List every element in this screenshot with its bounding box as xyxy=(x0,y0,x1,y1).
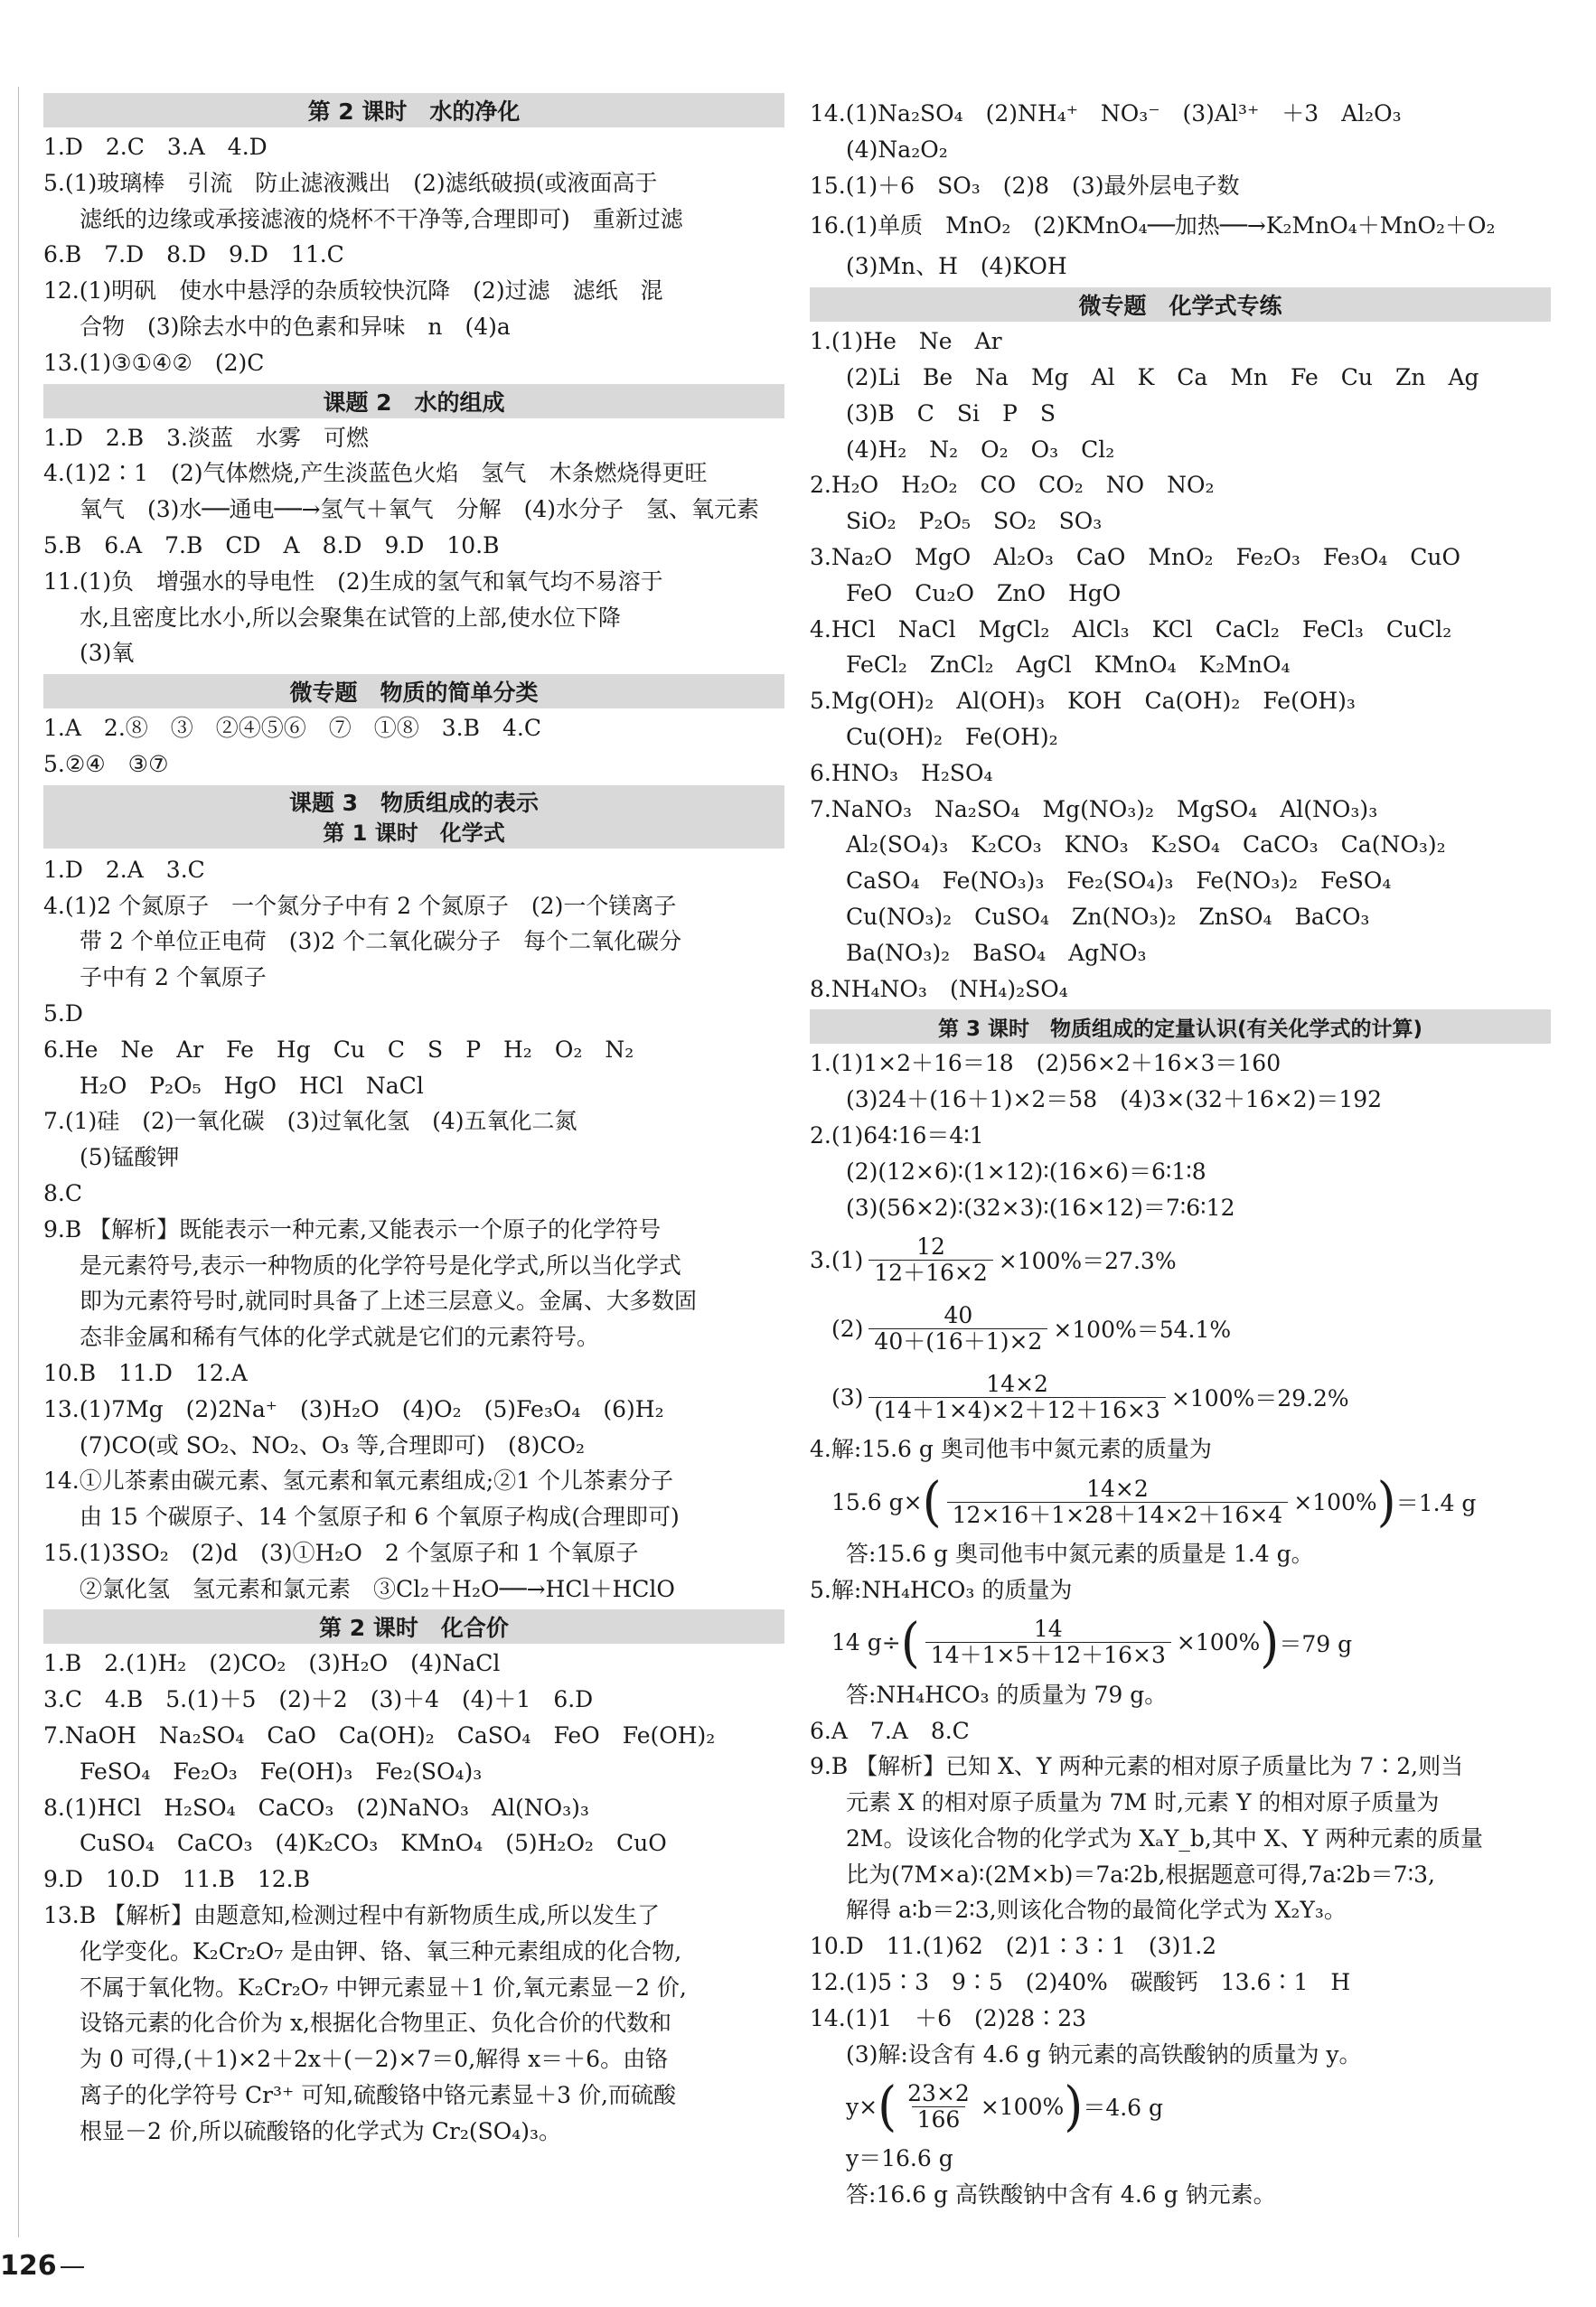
fraction xyxy=(868,1372,1165,1423)
answers-formula-practice xyxy=(810,324,1551,1007)
fraction-numerator: 12 xyxy=(916,1233,945,1260)
answer-line: Cu(NO₃)₂ CuSO₄ Zn(NO₃)₂ ZnSO₄ BaCO₃ xyxy=(846,903,1370,930)
answer-line: 即为元素符号时,就同时具备了上述三层意义。金属、大多数固 xyxy=(80,1288,697,1315)
answer-line: 8.C xyxy=(43,1179,82,1206)
answer-line: Al₂(SO₄)₃ K₂CO₃ KNO₃ K₂SO₄ CaCO₃ Ca(NO₃)₂ xyxy=(846,831,1446,858)
formula-result: ×100%＝54.1% xyxy=(1053,1317,1232,1344)
answer-line: 态非金属和稀有气体的化学式就是它们的元素符号。 xyxy=(80,1324,600,1351)
answer-line: 为 0 可得,(＋1)×2＋2x＋(－2)×7＝0,解得 x＝＋6。由铬 xyxy=(80,2046,669,2073)
answer-line: (2)(12×6)∶(1×12)∶(16×6)＝6∶1∶8 xyxy=(846,1158,1206,1185)
page-margin-rule xyxy=(18,87,19,2237)
answer-line: 3.Na₂O MgO Al₂O₃ CaO MnO₂ Fe₂O₃ Fe₃O₄ CuO xyxy=(810,543,1460,570)
left-column xyxy=(43,90,784,2150)
answer-line: Cu(OH)₂ Fe(OH)₂ xyxy=(846,723,1058,750)
answer-line: 答:15.6 g 奥司他韦中氮元素的质量是 1.4 g。 xyxy=(846,1541,1314,1568)
answer-line: 带 2 个单位正电荷 (3)2 个二氧化碳分子 每个二氧化碳分 xyxy=(80,928,682,955)
fraction xyxy=(868,1234,992,1286)
fraction-numerator: 14 xyxy=(1033,1616,1063,1643)
answer-line: 由 15 个碳原子、14 个氢原子和 6 个氧原子构成(合理即可) xyxy=(80,1504,680,1531)
answer-line: y＝16.6 g xyxy=(846,2145,953,2172)
formula-prefix: 3.(1) xyxy=(810,1246,864,1273)
formula-factor: ×100% xyxy=(1293,1488,1377,1515)
answer-line: 6.He Ne Ar Fe Hg Cu C S P H₂ O₂ N₂ xyxy=(43,1036,634,1063)
left-paren: ( xyxy=(900,1610,920,1674)
answer-line: 11.(1)负 增强水的导电性 (2)生成的氢气和氧气均不易溶于 xyxy=(43,567,663,595)
answer-line: 2.H₂O H₂O₂ CO CO₂ NO NO₂ xyxy=(810,472,1215,499)
answer-line: 离子的化学符号 Cr³⁺ 可知,硫酸铬中铬元素显＋3 价,而硫酸 xyxy=(80,2082,676,2109)
answer-line: 16.(1)单质 MnO₂ (2)KMnO₄──加热──→K₂MnO₄＋MnO₂＋O₂ xyxy=(810,212,1496,239)
right-paren: ) xyxy=(1260,1610,1280,1674)
answer-line: (3)Mn、H (4)KOH xyxy=(846,253,1067,280)
formula-result: ＝1.4 g xyxy=(1395,1490,1477,1517)
right-paren: ) xyxy=(1376,1469,1396,1533)
answer-line: 解得 a∶b＝2∶3,则该化合物的最简化学式为 X₂Y₃。 xyxy=(846,1897,1347,1924)
page-number-dash xyxy=(61,2266,84,2268)
answer-line: 1.A 2.⑧ ③ ②④⑤⑥ ⑦ ①⑧ 3.B 4.C xyxy=(43,715,541,742)
formula-result: ×100%＝29.2% xyxy=(1170,1385,1349,1412)
answer-line: FeSO₄ Fe₂O₃ Fe(OH)₃ Fe₂(SO₄)₃ xyxy=(80,1758,483,1785)
answer-line: 子中有 2 个氧原子 xyxy=(80,964,267,991)
answer-line: 6.B 7.D 8.D 9.D 11.C xyxy=(43,241,344,268)
answer-line: 滤纸的边缘或承接滤液的烧杯不干净等,合理即可) 重新过滤 xyxy=(80,205,683,232)
formula-factor: ×100% xyxy=(1176,1629,1261,1656)
answers-water-composition xyxy=(43,420,784,672)
answer-line: (2)Li Be Na Mg Al K Ca Mn Fe Cu Zn Ag xyxy=(846,363,1479,390)
answer-line: 1.B 2.(1)H₂ (2)CO₂ (3)H₂O (4)NaCl xyxy=(43,1650,501,1677)
answer-line: 2M。设该化合物的化学式为 XₐY_b,其中 X、Y 两种元素的质量 xyxy=(846,1824,1484,1852)
answer-line: 5.解:NH₄HCO₃ 的质量为 xyxy=(810,1576,1073,1603)
answer-line: 1.D 2.C 3.A 4.D xyxy=(43,134,268,160)
answer-line: 不属于氧化物。K₂Cr₂O₇ 中钾元素显＋1 价,氧元素显－2 价, xyxy=(80,1974,687,2001)
answer-line: 10.D 11.(1)62 (2)1∶3∶1 (3)1.2 xyxy=(810,1933,1217,1960)
fraction-denominator: 12＋16×2 xyxy=(868,1260,992,1286)
answer-line: 设铬元素的化合价为 x,根据化合物里正、负化合价的代数和 xyxy=(80,2010,671,2037)
answer-line: 6.HNO₃ H₂SO₄ xyxy=(810,759,993,786)
section-title-quantitative: 第 3 课时 物质组成的定量认识(有关化学式的计算) xyxy=(810,1009,1551,1044)
formula-result: ＝79 g xyxy=(1279,1630,1353,1657)
answer-line: 7.NaNO₃ Na₂SO₄ Mg(NO₃)₂ MgSO₄ Al(NO₃)₃ xyxy=(810,795,1378,822)
formula-result: ＝4.6 g xyxy=(1083,2095,1164,2122)
answer-line: 6.A 7.A 8.C xyxy=(810,1717,970,1744)
fraction xyxy=(868,1303,1047,1355)
page-number-value: 126 xyxy=(0,2250,57,2282)
answer-line: 根显－2 价,所以硫酸铬的化学式为 Cr₂(SO₄)₃。 xyxy=(80,2117,562,2144)
answer-line: 10.B 11.D 12.A xyxy=(43,1359,248,1386)
answer-line: 14.(1)Na₂SO₄ (2)NH₄⁺ NO₃⁻ (3)Al³⁺ ＋3 Al₂O₃ xyxy=(810,100,1402,127)
answer-line: H₂O P₂O₅ HgO HCl NaCl xyxy=(80,1072,424,1099)
answer-line: 15.(1)3SO₂ (2)d (3)①H₂O 2 个氢原子和 1 个氧原子 xyxy=(43,1539,639,1566)
answer-line: (3)B C Si P S xyxy=(846,399,1056,427)
answer-line: 13.(1)③①④② (2)C xyxy=(43,349,265,376)
answer-line: (3)(56×2)∶(32×3)∶(16×12)＝7∶6∶12 xyxy=(846,1194,1235,1221)
answer-line: 4.(1)2 个氮原子 一个氮分子中有 2 个氮原子 (2)一个镁离子 xyxy=(43,892,677,919)
left-paren: ( xyxy=(922,1469,942,1533)
answer-line: Ba(NO₃)₂ BaSO₄ AgNO₃ xyxy=(846,939,1147,966)
right-column xyxy=(810,96,1551,2213)
answer-line: (5)锰酸钾 xyxy=(80,1144,180,1171)
fraction-numerator: 14×2 xyxy=(986,1370,1048,1397)
answer-line: 答:16.6 g 高铁酸钠中含有 4.6 g 钠元素。 xyxy=(846,2181,1276,2209)
fraction-denominator: (14＋1×4)×2＋12＋16×3 xyxy=(868,1397,1165,1423)
answer-line: 5.D xyxy=(43,999,83,1027)
page-number xyxy=(0,2250,84,2282)
answer-line: ②氯化氢 氢元素和氯元素 ③Cl₂＋H₂O──→HCl＋HClO xyxy=(80,1575,675,1602)
answer-line: 12.(1)明矾 使水中悬浮的杂质较快沉降 (2)过滤 滤纸 混 xyxy=(43,277,663,305)
answer-line: 13.(1)7Mg (2)2Na⁺ (3)H₂O (4)O₂ (5)Fe₃O₄ (6)H₂ xyxy=(43,1395,664,1422)
formula-5 xyxy=(810,1608,1551,1677)
answer-line: 13.B 【解析】由题意知,检测过程中有新物质生成,所以发生了 xyxy=(43,1902,660,1929)
answer-line: 4.HCl NaCl MgCl₂ AlCl₃ KCl CaCl₂ FeCl₃ CuCl₂ xyxy=(810,615,1452,642)
answer-line: (3)氧 xyxy=(80,640,135,667)
answer-line: SiO₂ P₂O₅ SO₂ SO₃ xyxy=(846,508,1103,535)
answer-line: 7.(1)硅 (2)一氧化碳 (3)过氧化氢 (4)五氧化二氮 xyxy=(43,1108,577,1135)
answer-line: 9.B 【解析】已知 X、Y 两种元素的相对原子质量比为 7∶2,则当 xyxy=(810,1753,1464,1780)
answers-water-purification xyxy=(43,129,784,381)
answer-line: 1.(1)He Ne Ar xyxy=(810,328,1002,355)
answers-quantitative xyxy=(810,1046,1551,2213)
answers-classification xyxy=(43,710,784,783)
answers-chemical-formula xyxy=(43,852,784,1608)
section-title-classification: 微专题 物质的简单分类 xyxy=(43,674,784,708)
formula-prefix: (2) xyxy=(831,1315,864,1342)
section-title-formula-practice: 微专题 化学式专练 xyxy=(810,287,1551,322)
answer-line: (4)H₂ N₂ O₂ O₃ Cl₂ xyxy=(846,436,1115,463)
answer-line: 答:NH₄HCO₃ 的质量为 79 g。 xyxy=(846,1681,1168,1708)
answer-line: FeO Cu₂O ZnO HgO xyxy=(846,579,1122,606)
answer-line: 元素 X 的相对原子质量为 7M 时,元素 Y 的相对原子质量为 xyxy=(846,1789,1440,1816)
section-title-valence: 第 2 课时 化合价 xyxy=(43,1609,784,1644)
answer-line: 9.D 10.D 11.B 12.B xyxy=(43,1866,310,1893)
answer-line: (7)CO(或 SO₂、NO₂、O₃ 等,合理即可) (8)CO₂ xyxy=(80,1431,585,1458)
answer-line: 1.D 2.A 3.C xyxy=(43,856,205,883)
right-paren: ) xyxy=(1064,2075,1084,2138)
fraction xyxy=(947,1477,1289,1528)
answer-line: (3)解:设含有 4.6 g 钠元素的高铁酸钠的质量为 y。 xyxy=(846,2040,1362,2068)
fraction-numerator: 23×2 xyxy=(907,2079,970,2106)
answer-line: CuSO₄ CaCO₃ (4)K₂CO₃ KMnO₄ (5)H₂O₂ CuO xyxy=(80,1830,667,1857)
answers-valence xyxy=(43,1646,784,2149)
formula-prefix: 14 g÷ xyxy=(831,1629,901,1656)
answer-line: 8.(1)HCl H₂SO₄ CaCO₃ (2)NaNO₃ Al(NO₃)₃ xyxy=(43,1794,589,1821)
formula-14 xyxy=(810,2072,1551,2141)
answer-line: 水,且密度比水小,所以会聚集在试管的上部,使水位下降 xyxy=(80,604,621,631)
left-paren: ( xyxy=(878,2075,897,2138)
section-title-water-composition: 课题 2 水的组成 xyxy=(43,384,784,418)
answer-line: 比为(7M×a)∶(2M×b)＝7a∶2b,根据题意可得,7a∶2b＝7∶3, xyxy=(846,1861,1435,1888)
answer-line: 2.(1)64∶16＝4∶1 xyxy=(810,1121,984,1149)
formula-3-2 xyxy=(810,1294,1551,1363)
fraction xyxy=(925,1617,1171,1668)
answer-line: 5.B 6.A 7.B CD A 8.D 9.D 10.B xyxy=(43,531,500,558)
section-title-composition: 课题 3 物质组成的表示 xyxy=(43,785,784,818)
answer-line: 5.(1)玻璃棒 引流 防止滤液溅出 (2)滤纸破损(或液面高于 xyxy=(43,169,658,196)
section-title-water-purification: 第 2 课时 水的净化 xyxy=(43,93,784,127)
answer-line: 3.C 4.B 5.(1)＋5 (2)＋2 (3)＋4 (4)＋1 6.D xyxy=(43,1686,594,1713)
answer-line: 5.Mg(OH)₂ Al(OH)₃ KOH Ca(OH)₂ Fe(OH)₃ xyxy=(810,688,1356,715)
answer-line: 4.解:15.6 g 奥司他韦中氮元素的质量为 xyxy=(810,1436,1212,1463)
answer-line: 7.NaOH Na₂SO₄ CaO Ca(OH)₂ CaSO₄ FeO Fe(OH)₂ xyxy=(43,1722,716,1749)
answer-line: FeCl₂ ZnCl₂ AgCl KMnO₄ K₂MnO₄ xyxy=(846,652,1291,679)
fraction-numerator: 14×2 xyxy=(1086,1475,1149,1502)
fraction xyxy=(902,2081,975,2133)
fraction-denominator: 14＋1×5＋12＋16×3 xyxy=(925,1642,1171,1668)
formula-prefix: 15.6 g× xyxy=(831,1488,923,1515)
answer-line: 化学变化。K₂Cr₂O₇ 是由钾、铬、氧三种元素组成的化合物, xyxy=(80,1937,682,1965)
subsection-title-formula: 第 1 课时 化学式 xyxy=(43,818,784,849)
formula-factor: ×100% xyxy=(980,2093,1065,2120)
formula-4 xyxy=(810,1468,1551,1536)
fraction-denominator: 40＋(16＋1)×2 xyxy=(868,1328,1047,1355)
answer-line: CaSO₄ Fe(NO₃)₃ Fe₂(SO₄)₃ Fe(NO₃)₂ FeSO₄ xyxy=(846,867,1392,895)
answer-line: 4.(1)2∶1 (2)气体燃烧,产生淡蓝色火焰 氢气 木条燃烧得更旺 xyxy=(43,460,708,487)
formula-3-1 xyxy=(810,1225,1551,1294)
formula-prefix: y× xyxy=(846,2093,878,2120)
answer-line: 14.(1)1 ＋6 (2)28∶23 xyxy=(810,2004,1087,2031)
answer-line: 8.NH₄NO₃ (NH₄)₂SO₄ xyxy=(810,975,1068,1002)
answer-line: 1.(1)1×2＋16＝18 (2)56×2＋16×3＝160 xyxy=(810,1050,1281,1077)
fraction-denominator: 166 xyxy=(912,2106,966,2133)
answer-line: 5.②④ ③⑦ xyxy=(43,750,169,777)
answer-line: 14.①儿茶素由碳元素、氢元素和氧元素组成;②1 个儿茶素分子 xyxy=(43,1468,674,1495)
answer-line: 1.D 2.B 3.淡蓝 水雾 可燃 xyxy=(43,424,369,451)
answer-line: 氧气 (3)水──通电──→氢气＋氧气 分解 (4)水分子 氢、氧元素 xyxy=(80,496,759,523)
fraction-numerator: 40 xyxy=(944,1301,973,1328)
answer-line: (4)Na₂O₂ xyxy=(846,136,948,163)
formula-result: ×100%＝27.3% xyxy=(998,1248,1177,1275)
answer-line: 9.B 【解析】既能表示一种元素,又能表示一个原子的化学符号 xyxy=(43,1215,662,1243)
answer-line: 12.(1)5∶3 9∶5 (2)40% 碳酸钙 13.6∶1 H xyxy=(810,1969,1351,1996)
formula-3-3 xyxy=(810,1363,1551,1431)
answer-line: 15.(1)＋6 SO₃ (2)8 (3)最外层电子数 xyxy=(810,172,1240,199)
answer-line: 是元素符号,表示一种物质的化学符号是化学式,所以当化学式 xyxy=(80,1252,681,1279)
formula-prefix: (3) xyxy=(831,1383,864,1411)
fraction-denominator: 12×16＋1×28＋14×2＋16×4 xyxy=(947,1502,1289,1528)
answer-line: (3)24＋(16＋1)×2＝58 (4)3×(32＋16×2)＝192 xyxy=(846,1086,1383,1113)
answer-line: 合物 (3)除去水中的色素和异味 n (4)a xyxy=(80,313,511,340)
answers-valence-continued xyxy=(810,96,1551,285)
